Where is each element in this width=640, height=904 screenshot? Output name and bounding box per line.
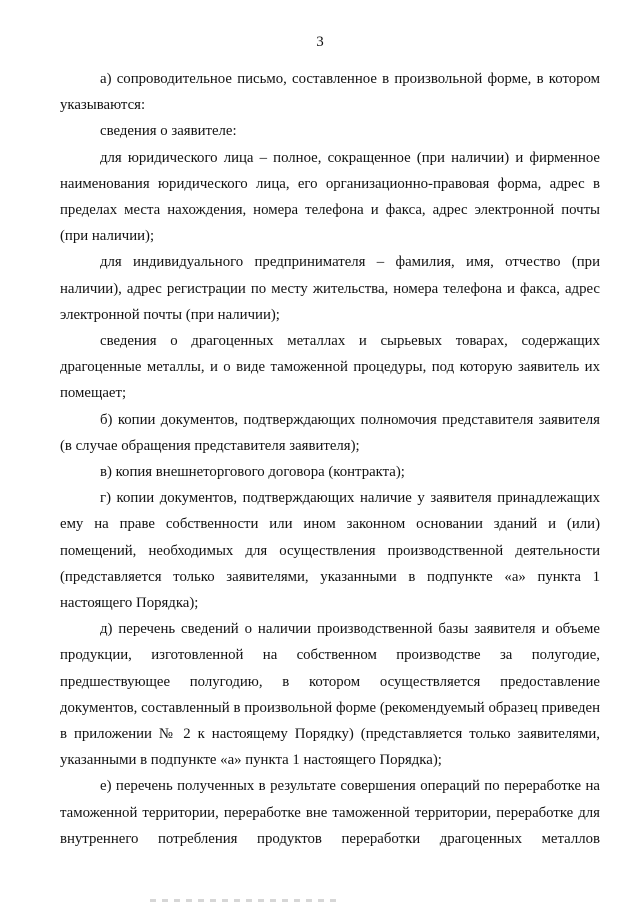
paragraph-b: б) копии документов, подтверждающих полномочия представителя заявителя (в случае обращения представителя заявителя);	[60, 411, 600, 454]
paragraph-applicant-info: сведения о заявителе:	[100, 123, 237, 140]
paragraph-v: в) копия внешнеторгового договора (контракта);	[100, 464, 405, 481]
paragraph-a: а) сопроводительное письмо, составленное в произвольной форме, в котором указываются:	[60, 71, 600, 114]
page-number: 3	[316, 34, 324, 50]
scan-artifact	[150, 899, 340, 902]
document-body	[60, 66, 600, 852]
paragraph-precious-metals: сведения о драгоценных металлах и сырьевых товарах, содержащих драгоценные металлы, и о виде таможенной процедуры, под которую заявитель их помещает;	[60, 333, 600, 402]
paragraph-g: г) копии документов, подтверждающих наличие у заявителя принадлежащих ему на праве собственности или ином законном основании зданий и (или) помещений, необходимых для осуществления производственной деятельности (представляется только заявителями, указанными в подпункте «а» пункта 1 настоящего Порядка);	[60, 490, 600, 612]
paragraph-e: е) перечень полученных в результате совершения операций по переработке на таможенной территории, переработке вне таможенной территории, переработке для внутреннего потребления продуктов переработки драгоценных металлов	[60, 778, 600, 847]
paragraph-individual-entrepreneur: для индивидуального предпринимателя – фамилия, имя, отчество (при наличии), адрес регистрации по месту жительства, номера телефона и факса, адрес электронной почты (при наличии);	[60, 254, 600, 323]
paragraph-legal-entity: для юридического лица – полное, сокращенное (при наличии) и фирменное наименования юридического лица, его организационно-правовая форма, адрес в пределах места нахождения, номера телефона и факса, адрес электронной почты (при наличии);	[60, 149, 600, 245]
paragraph-d: д) перечень сведений о наличии производственной базы заявителя и объеме продукции, изготовленной на собственном производстве за полугодие, предшествующее полугодию, в котором осуществляется предоставление документов, составленный в произвольной форме (рекомендуемый образец приведен в приложении № 2 к настоящему Порядку) (представляется только заявителями, указанными в подпункте «а» пункта 1 настоящего Порядка);	[60, 621, 600, 769]
